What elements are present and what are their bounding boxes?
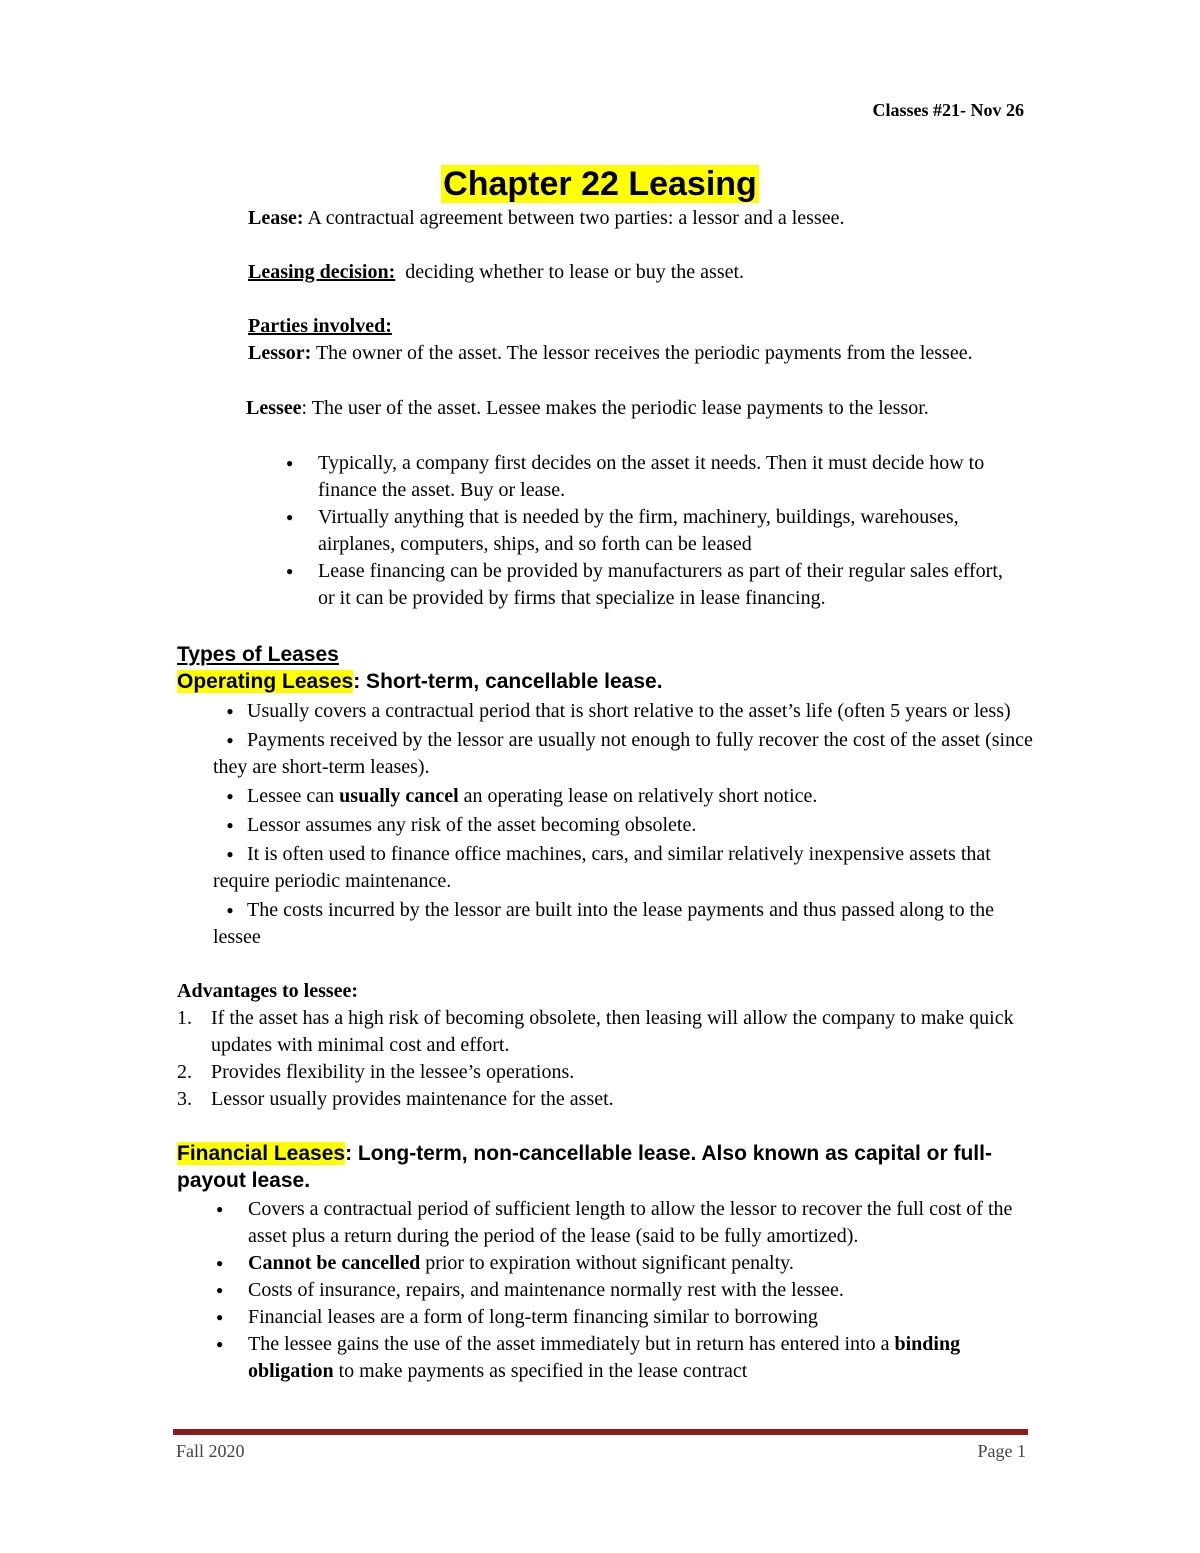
list-item: ● Usually covers a contractual period that is short relative to the asset’s life (often 5 years or less): [213, 698, 1033, 725]
list-item: ● It is often used to finance office machines, cars, and similar relatively inexpensive assets that require periodic maintenance.: [213, 843, 991, 892]
lessor-definition: Lessor: The owner of the asset. The lessor receives the periodic payments from the lessee.: [248, 342, 973, 364]
class-date-header: Classes #21- Nov 26: [872, 100, 1024, 120]
list-item: ● Virtually anything that is needed by the firm, machinery, buildings, warehouses, airplanes, computers, ships, and so forth can be leased: [284, 504, 1024, 558]
list-item: ● Costs of insurance, repairs, and maintenance normally rest with the lessee.: [214, 1277, 1024, 1304]
lessee-definition: Lessee: The user of the asset. Lessee makes the periodic lease payments to the lessor.: [246, 397, 929, 419]
footer-term: Fall 2020: [176, 1441, 245, 1461]
lease-definition: Lease: A contractual agreement between two parties: a lessor and a lessee.: [248, 207, 845, 229]
list-item: ● Financial leases are a form of long-term financing similar to borrowing: [214, 1304, 1024, 1331]
parties-heading: Parties involved:: [248, 315, 392, 337]
list-item: ● Lease financing can be provided by manufacturers as part of their regular sales effort, or it can be provided by firms that specialize in lease financing.: [284, 558, 1024, 612]
general-bullet-list: [284, 450, 1024, 612]
chapter-title: Chapter 22 Leasing: [443, 165, 757, 203]
financial-bullet-list: [214, 1196, 1024, 1385]
list-item: 1. If the asset has a high risk of becoming obsolete, then leasing will allow the company to make quick updates with minimal cost and effort.: [177, 1007, 1014, 1056]
financial-leases-heading: Financial Leases: Long-term, non-cancellable lease. Also known as capital or full-payout lease.: [177, 1142, 992, 1192]
types-of-leases-heading: Types of Leases: [177, 643, 339, 666]
operating-leases-heading: Operating Leases: Short-term, cancellable lease.: [177, 670, 663, 693]
advantages-heading: Advantages to lessee:: [177, 980, 359, 1002]
bullet-icon: ●: [226, 847, 234, 861]
bullet-icon: ●: [226, 704, 234, 718]
operating-bullet-list: [213, 698, 1033, 953]
list-item: ● Cannot be cancelled prior to expiration without significant penalty.: [214, 1250, 1024, 1277]
list-item: 3. Lessor usually provides maintenance for the asset.: [177, 1088, 614, 1110]
bullet-icon: ●: [226, 789, 234, 803]
list-item: ● Typically, a company first decides on the asset it needs. Then it must decide how to finance the asset. Buy or lease.: [284, 450, 1024, 504]
bullet-icon: ●: [226, 903, 234, 917]
footer-page-number: Page 1: [977, 1441, 1026, 1461]
bullet-icon: ●: [226, 818, 234, 832]
advantages-list: [177, 1005, 1027, 1113]
leasing-decision-definition: Leasing decision: deciding whether to lease or buy the asset.: [248, 261, 745, 283]
list-item: ● Lessor assumes any risk of the asset becoming obsolete.: [213, 812, 1033, 839]
footer-divider: [173, 1429, 1028, 1435]
list-item: ● Lessee can usually cancel an operating lease on relatively short notice.: [213, 783, 1033, 810]
bullet-icon: ●: [226, 733, 234, 747]
list-item: ● Payments received by the lessor are usually not enough to fully recover the cost of the asset (since they are short-term leases).: [213, 729, 1033, 778]
list-item: ● The lessee gains the use of the asset immediately but in return has entered into a binding obligation to make payments as specified in the lease contract: [214, 1331, 1024, 1385]
list-item: ● The costs incurred by the lessor are built into the lease payments and thus passed along to the lessee: [213, 899, 995, 948]
list-item: ● Covers a contractual period of sufficient length to allow the lessor to recover the full cost of the asset plus a return during the period of the lease (said to be fully amortized).: [214, 1196, 1024, 1250]
list-item: 2. Provides flexibility in the lessee’s operations.: [177, 1061, 575, 1083]
